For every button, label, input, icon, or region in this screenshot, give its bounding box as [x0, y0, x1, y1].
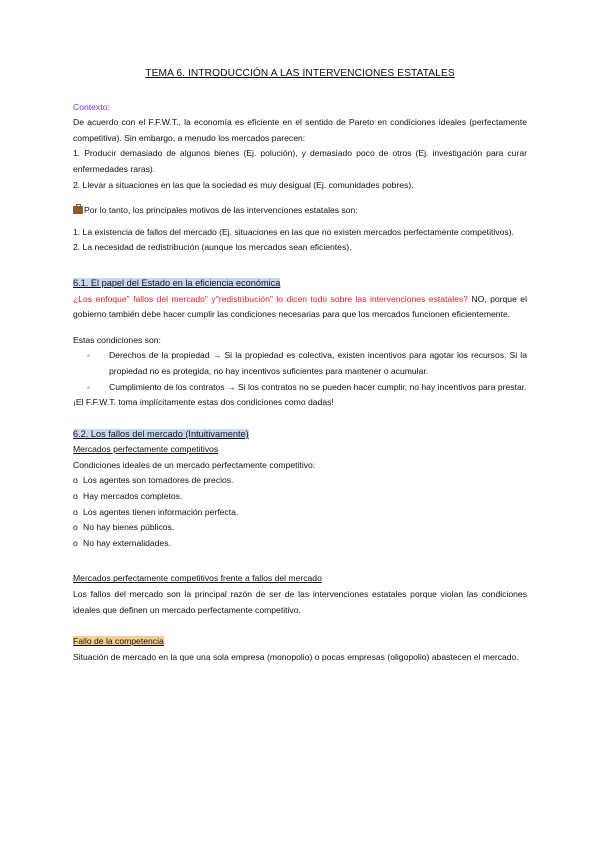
briefcase-icon [73, 206, 83, 214]
circle-bullet: o [73, 491, 78, 502]
section-1-question: ¿Los enfoque" fallos del mercado" y"redistribución" lo dicen todo sobre las intervenciones estatales? [73, 293, 468, 304]
condition-item-2 [87, 380, 527, 396]
document-page [73, 66, 527, 665]
list-item: o No hay externalidades. [73, 536, 527, 552]
context-label: Contexto: [73, 101, 110, 112]
section-2-heading: 6.2. Los fallos del mercado (Intuitivamente) [73, 428, 249, 439]
section-1-heading-row [73, 276, 527, 292]
section-1-answer: NO, porque el gobierno también debe hacer cumplir las condiciones necesarias para que los mercados funcionen eficientemente. [73, 293, 527, 320]
subheading-perfect-markets: Mercados perfectamente competitivos [73, 444, 219, 455]
conditions-closing: ¡El F.F.W.T. toma implícitamente estas dos condiciones como dadas! [73, 397, 334, 408]
circle-bullet: o [73, 506, 78, 517]
list-item: o No hay bienes públicos. [73, 520, 527, 536]
competition-failure-paragraph: Situación de mercado en la que una sola empresa (monopolio) o pocas empresas (oligopolio) abastecen el mercado. [73, 651, 519, 662]
subheading-competition-failure: Fallo de la competencia [73, 636, 164, 647]
ideal-conditions-title: Condiciones ideales de un mercado perfectamente competitivo: [73, 459, 316, 470]
context-paragraph: De acuerdo con el F.F.W.T., la economía es eficiente en el sentido de Pareto en condiciones ideales (perfectamente competitiva). Sin embargo, a menudo los mercados parecen: [73, 117, 527, 143]
motive-item-2: 2. La necesidad de redistribución (aunque los mercados sean eficientes). [73, 242, 352, 253]
circle-bullet: o [73, 537, 78, 548]
motives-intro: Por lo tanto, los principales motivos de las intervenciones estatales son: [73, 203, 527, 219]
subheading-markets-vs-failures: Mercados perfectamente competitivos frente a fallos del mercado [73, 573, 322, 584]
circle-bullet: o [73, 522, 78, 533]
subheading-competition-failure-row [73, 634, 527, 650]
conditions-intro: Estas condiciones son: [73, 334, 161, 345]
dash-bullet: - [87, 350, 90, 361]
market-failures-paragraph: Los fallos del mercado son la principal razón de ser de las intervenciones estatales porque violan las condiciones ideales que definen un mercado perfectamente competitivo. [73, 589, 527, 615]
condition-item-1 [87, 348, 527, 379]
context-item-2: 2. Llevar a situaciones en las que la sociedad es muy desigual (Ej. comunidades pobres). [73, 179, 414, 190]
list-item: o Los agentes son tomadores de precios. [73, 473, 527, 489]
motive-item-1: 1. La existencia de fallos del mercado (Ej. situaciones en las que no existen mercados perfectamente competitivos). [73, 226, 514, 237]
section-2-heading-row [73, 427, 527, 443]
list-item: o Los agentes tienen información perfecta. [73, 505, 527, 521]
circle-bullet: o [73, 475, 78, 486]
section-1-question-paragraph [73, 292, 527, 323]
section-1-heading: 6.1. El papel del Estado en la eficiencia económica [73, 277, 281, 288]
list-item: o Hay mercados completos. [73, 489, 527, 505]
context-item-1: 1. Producir demasiado de algunos bienes (Ej. polución), y demasiado poco de otros (Ej. investigación para curar enfermedades raras). [73, 148, 527, 174]
condition-text-1: Derechos de la propiedad → Si la propiedad es colectiva, existen incentivos para agotar los recursos. Si la propiedad no es protegida, no hay incentivos suficientes para mantener o acumular. [109, 350, 527, 376]
page-title: TEMA 6. INTRODUCCIÓN A LAS INTERVENCIONES ESTATALES [145, 68, 455, 79]
dash-bullet: - [87, 381, 90, 392]
condition-text-2: Cumplimiento de los contratos → Si los contratos no se pueden hacer cumplir, no hay incentivos para prestar. [109, 381, 527, 392]
